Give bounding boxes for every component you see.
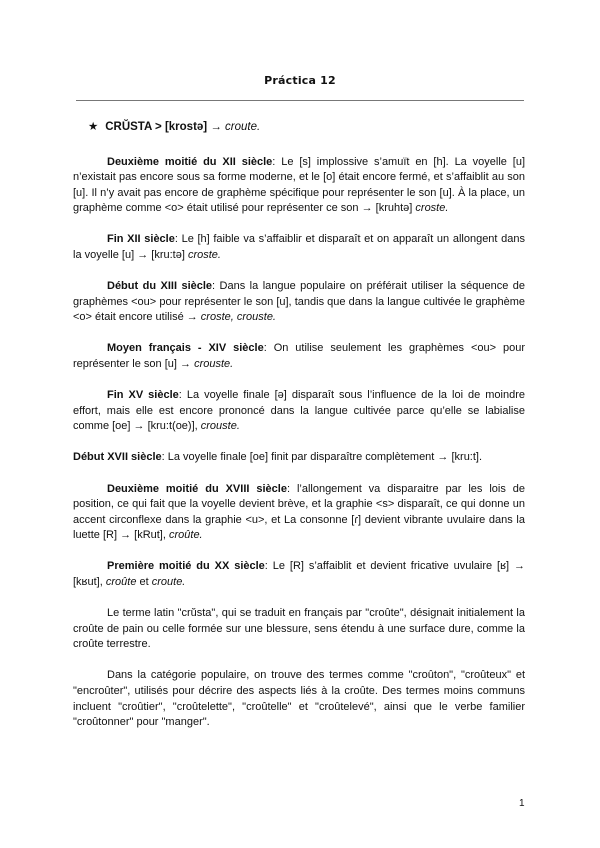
paragraph-heading: Début du XIII siècle [107, 280, 213, 293]
paragraph-heading: Deuxième moitié du XII siècle [107, 155, 273, 168]
title-result: croute. [225, 121, 261, 133]
prose-paragraph-meaning: Le terme latin "crŭsta", qui se traduit en français par "croûte", désignait initialement la croûte de pain ou celle formée sur une blessure, sens étendu à une surface dure, comme la croûte terrestre. [73, 607, 525, 651]
prose-paragraph-derivatives: Dans la catégorie populaire, on trouve des termes comme "croûton", "croûteux" et "encroûter", utilisés pour décrire des aspects liés à la croûte. Des termes moins communs incluent "croûtier", "croûtelette", "croûtelle" et "croûtelevé", ainsi que le verbe familier "croûtonner" pour "manger". [73, 669, 525, 729]
paragraph-text: et [136, 575, 152, 588]
paragraph-heading: Deuxième moitié du XVIII siècle [107, 482, 287, 495]
paragraph-form: crouste. [194, 358, 234, 371]
paragraph-text: : Dans la langue populaire on préférait utiliser la séquence de graphèmes <ou> pour représenter le son [u], tandis que dans la langue cultivée le graphème <o> était encore utilisé → [73, 280, 526, 324]
paragraph-heading: Moyen français - XIV siècle [107, 342, 264, 355]
paragraph-text: : Le [h] faible va s’affaiblir et disparaît et on apparaît un allongent dans la voyelle [u] → [kru:tə] [73, 233, 526, 262]
header-divider [76, 100, 524, 101]
paragraph-xii-end [73, 232, 525, 263]
page-title: Práctica 12 [264, 74, 336, 87]
paragraph-text: : On utilise seulement les graphèmes <ou> pour représenter le son [u] → [73, 342, 525, 371]
paragraph-form: croste, crouste. [200, 311, 276, 324]
paragraph-form: croûte [105, 575, 137, 588]
paragraph-text: : La voyelle finale [ə] disparaît sous l’influence de la loi de moindre effort, mais elle est encore prononcé dans la langue cultivée parce qu’elle se labialise comme [oe] → [kru:t(oe)], [73, 389, 525, 433]
paragraph-xiii-start [73, 279, 525, 326]
paragraph-form: croute. [151, 575, 186, 588]
paragraph-xvii-start [73, 450, 525, 466]
document-body [73, 120, 525, 731]
paragraph-xviii-second-half [73, 482, 525, 544]
star-icon: ★ [88, 121, 99, 133]
title-arrow: → [207, 121, 226, 133]
paragraph-heading: Début XVII siècle [73, 451, 162, 464]
paragraph-text: : l’allongement va disparaitre par les lois de position, ce qui fait que la voyelle devient brève, et la graphie <s> disparaît, ce qui donne un accent circonflexe dans la graphie <u>, et La consonne [ɾ] devient vibrante uvulaire dans la luette [R] → [kRut], [73, 482, 526, 542]
paragraph-xiv [73, 341, 525, 372]
paragraph-form: crouste. [200, 420, 240, 433]
paragraph-text: : Le [R] s’affaiblit et devient fricative uvulaire [ʁ] → [kʁut], [73, 560, 525, 588]
paragraph-heading: Fin XV siècle [107, 389, 179, 402]
paragraph-form: croste. [187, 249, 221, 262]
paragraph-heading: Fin XII siècle [107, 233, 175, 246]
page-number: 1 [519, 798, 525, 809]
title-heading: CRŬSTA > [krostə] [105, 121, 208, 133]
paragraph-xv-end [73, 388, 525, 435]
paragraph-text: : Le [s] implossive s’amuït en [h]. La voyelle [u] n’existait pas encore sous sa forme moderne, et le [o] était encore fermé, et s’affaiblit au son [u]. Il n’y avait pas encore de graphème spécifique pour représenter le son [u]. À la place, un graphème comme <o> était utilisé pour représenter ce son → [kruhtə] [73, 155, 525, 215]
title-line [73, 120, 525, 136]
paragraph-heading: Première moitié du XX siècle [107, 560, 265, 573]
paragraph-text: : La voyelle finale [oe] finit par disparaître complètement → [kru:t]. [161, 451, 483, 464]
paragraph-form: croûte. [168, 529, 203, 542]
paragraph-form: croste. [415, 202, 449, 215]
paragraph-xii-second-half [73, 155, 525, 217]
paragraph-xx-first-half [73, 559, 525, 590]
